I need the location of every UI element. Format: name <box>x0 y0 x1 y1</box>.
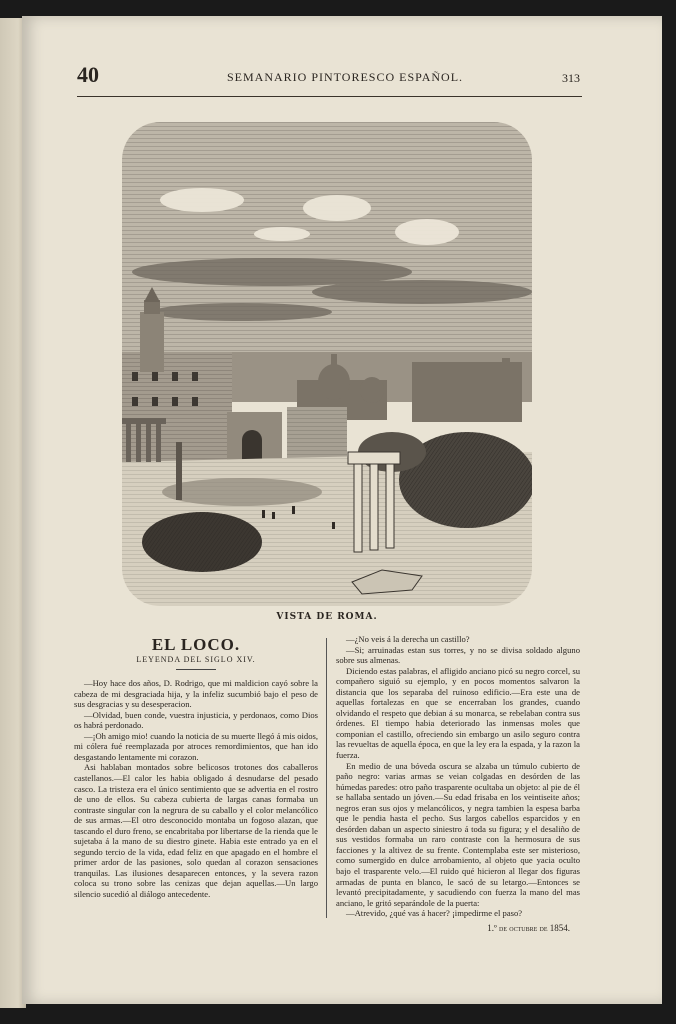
rome-engraving <box>122 122 532 606</box>
article-column-left <box>74 634 318 900</box>
page-sheet <box>22 16 662 1004</box>
article-title: EL LOCO. <box>151 635 241 654</box>
subtitle-rule <box>176 669 216 670</box>
paragraph: En medio de una bóveda oscura se alzaba un túmulo cubierto de paño negro: varias armas se veian colgadas en desórden de las húmedas paredes: otro paño trasparente ocultaba un objeto: al pie de él se hallaba sentado un jóven.—Su edad frisaba en los veintiseite años; negros eran sus ojos y melancólicos, y negra tambien la espesa barba que le pendia hasta el pecho. Sus largos cabellos esparcidos y en desórden daban un aspecto siniestro á toda su figura; y el desaliño de sus vestidos formaba un raro contraste con la hermosura de sus facciones y la altivez de su frente. Contemplaba este ser misterioso, como sumergido en dulce arrobamiento, al objeto que yacia oculto bajo el trasparente velo.—El ruido qué hicieron al llegar dos figuras armadas de punta en blanco, le sacó de su letargo.—Entonces se levantó precipitadamente, y sacudiendo con fuerza la mano del mas anciano, le gritó separándole de la puerta: <box>336 760 580 908</box>
column-divider <box>326 638 327 918</box>
paragraph: —Si; arruinadas estan sus torres, y no se divisa soldado alguno sobre sus almenas. <box>336 644 580 666</box>
journal-title: SEMANARIO PINTORESCO ESPAÑOL. <box>227 70 464 84</box>
paragraph: —¿No veis á la derecha un castillo? <box>346 634 470 644</box>
page-number: 40 <box>77 62 99 87</box>
article-subtitle: LEYENDA DEL SIGLO XIV. <box>136 654 256 664</box>
date-line: 1.º de octubre de 1854. <box>487 922 570 933</box>
paragraph: —Hoy hace dos años, D. Rodrigo, que mi maldicion cayó sobre la cabeza de mi desgraciada hija, y la infeliz sucumbió bajo el peso de sus desgracias y su desesperacion. <box>74 678 318 710</box>
paragraph: Asi hablaban montados sobre belicosos trotones dos caballeros castellanos.—El calor les habia obligado á desnudarse del pesado casco. La tristeza era el único sentimiento que se advertia en el rostro de uno de ellos. Su cabeza cubierta de largas canas formaba un contraste singular con la negrura de su caballo y el color melancólico de sus armas.—El otro desconocido montaba un fogoso alazan, que tascando el duro freno, se encabritaba por libertarse de la rienda que le sujetaba á la mano de su diestro ginete. Habia este entrado ya en el segundo tercio de la vida, edad feliz en que apagado en el hombre el primer ardor de las pasiones, solo quedan al corazon sensaciones tranquilas. Las ilusiones desaparecen entonces, y la severa razon coloca su trono sobre las cenizas que dejan aquellas.—Un largo silencio sucedió al diálogo antecedente. <box>74 762 318 900</box>
article-column-right <box>336 634 580 933</box>
paragraph: —¡Oh amigo mio! cuando la noticia de su muerte llegó á mis oidos, mi cólera fué reemplazada por atroces remordimientos, que han ido desgastando lentamente mi corazon. <box>74 730 318 762</box>
illustration-caption: VISTA DE ROMA. <box>276 612 378 622</box>
running-header <box>77 62 582 97</box>
paragraph: —Olvidad, buen conde, vuestra injusticia, y perdonaos, como Dios os habrá perdonado. <box>74 709 318 731</box>
folio-number: 313 <box>562 71 580 85</box>
paragraph: Diciendo estas palabras, el afligido anciano picó su negro corcel, su compañero siguió su ejemplo, y en pocos momentos salvaron la distancia que los separaba del ruinoso edificio.—Era este una de aquellas fortalezas en que se encerraban los grandes, cuando olvidando el respeto que debian á su monarca, se rebelaban contra sus órdenes. El tiempo habia deteriorado las inmensas moles que componian el castillo, ofreciendo sin embargo un asilo seguro contra las revueltas de aquella época, en que la ley era la espada, y la razon la fuerza. <box>336 665 580 761</box>
paragraph: —Atrevido, ¿qué vas á hacer? ¡impedirme el paso? <box>346 908 523 919</box>
